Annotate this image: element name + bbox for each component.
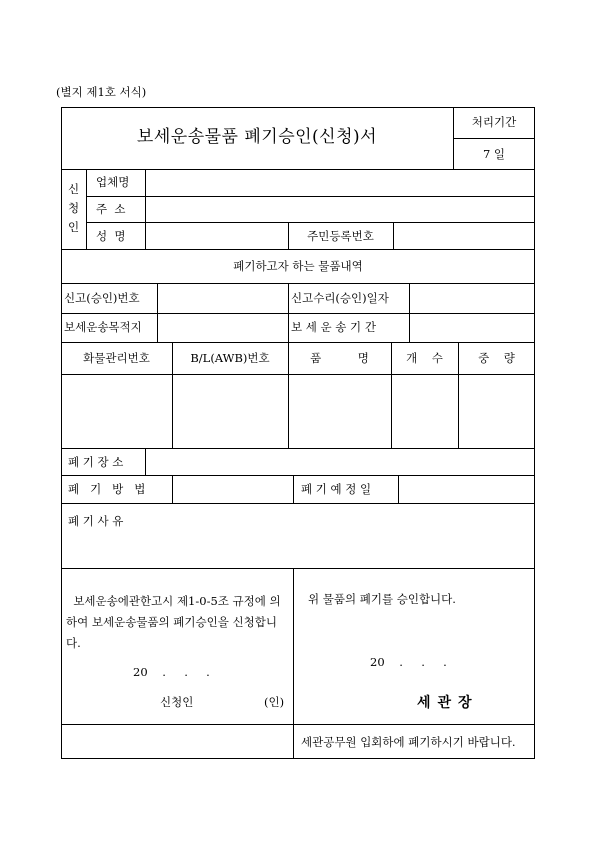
report-number-label: 신고(승인)번호 xyxy=(64,291,140,305)
name-label: 성 명 xyxy=(96,229,126,243)
form-title: 보세운송물품 폐기승인(신청)서 xyxy=(136,127,378,147)
application-date: 20 . . . xyxy=(133,665,210,679)
rule xyxy=(453,138,535,139)
footer-note: 세관공무원 입회하에 폐기하시기 바랍니다. xyxy=(301,735,516,749)
applicant-signature-label: 신청인 xyxy=(160,695,194,709)
rule xyxy=(61,313,535,314)
approval-text: 위 물품의 폐기를 승인합니다. xyxy=(308,592,456,606)
rule xyxy=(61,374,535,375)
disposal-reason-label: 폐 기 사 유 xyxy=(68,514,124,528)
disposal-place-label: 폐 기 장 소 xyxy=(68,455,124,469)
applicant-label-1: 신 xyxy=(67,182,80,196)
approval-date: 20 . . . xyxy=(370,655,447,669)
rule xyxy=(61,448,535,449)
column-item-name: 품 명 xyxy=(310,351,369,365)
column-quantity: 개 수 xyxy=(406,351,443,365)
rule xyxy=(145,169,146,249)
acceptance-date-label: 신고수리(승인)일자 xyxy=(291,291,389,305)
form-frame xyxy=(61,107,535,759)
rule xyxy=(398,475,399,503)
rule xyxy=(293,475,294,503)
customs-chief-title: 세관장 xyxy=(417,695,479,711)
rule xyxy=(61,249,535,250)
processing-period-value: 7 일 xyxy=(482,147,506,161)
address-label: 주 소 xyxy=(96,202,126,216)
disposal-method-label: 폐 기 방 법 xyxy=(68,482,146,496)
destination-label: 보세운송목적지 xyxy=(64,320,142,334)
rule xyxy=(293,568,294,759)
rule xyxy=(61,475,535,476)
column-bl-number: B/L(AWB)번호 xyxy=(190,351,270,365)
seal-mark: (인) xyxy=(264,695,285,709)
rule xyxy=(61,283,535,284)
rule xyxy=(86,169,87,249)
rule xyxy=(61,503,535,504)
rule xyxy=(409,283,410,342)
rule xyxy=(61,169,535,170)
company-name-label: 업체명 xyxy=(96,175,130,189)
applicant-label-3: 인 xyxy=(67,220,80,234)
rule xyxy=(157,283,158,342)
rule xyxy=(86,196,535,197)
rule xyxy=(61,342,535,343)
items-section-header: 폐기하고자 하는 물품내역 xyxy=(233,259,363,273)
rule xyxy=(145,448,146,475)
disposal-date-label: 폐 기 예 정 일 xyxy=(301,482,372,496)
rule xyxy=(288,283,289,342)
transport-period-label: 보 세 운 송 기 간 xyxy=(291,320,376,334)
rule xyxy=(61,568,535,569)
rule xyxy=(393,222,394,249)
processing-period-label: 처리기간 xyxy=(471,115,517,129)
rule xyxy=(172,475,173,503)
rule xyxy=(61,724,535,725)
rule xyxy=(86,222,535,223)
form-caption: (별지 제1호 서식) xyxy=(56,85,147,99)
applicant-label-2: 청 xyxy=(67,201,80,215)
column-weight: 중 량 xyxy=(478,351,515,365)
resident-number-label: 주민등록번호 xyxy=(307,229,374,243)
application-text: 보세운송에관한고시 제1-0-5조 규정에 의하여 보세운송물품의 폐기승인을 신청합니다. xyxy=(66,594,281,650)
column-cargo-number: 화물관리번호 xyxy=(83,351,150,365)
